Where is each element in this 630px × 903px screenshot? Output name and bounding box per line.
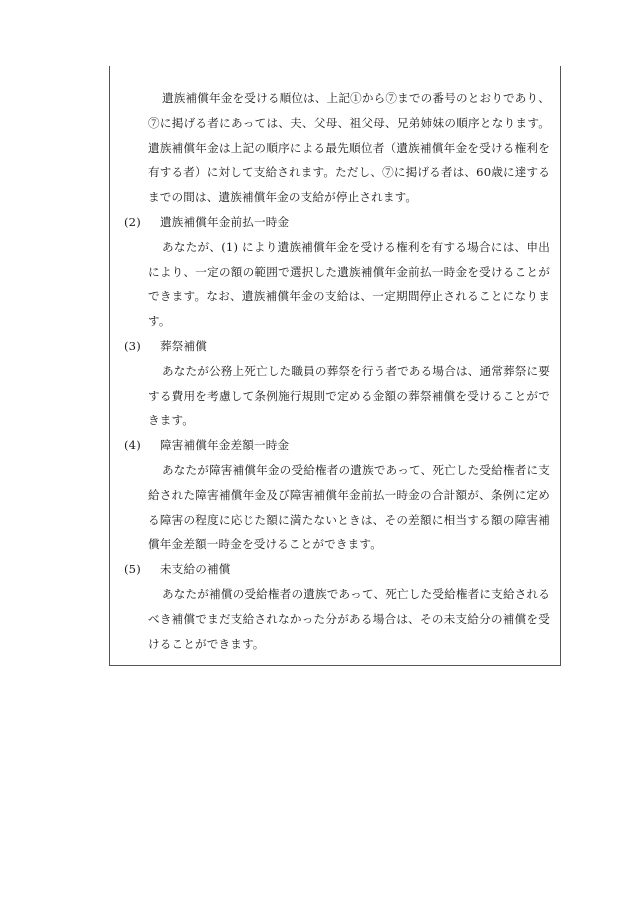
section-heading	[124, 433, 550, 458]
section-3	[124, 334, 550, 433]
section-number: (3)	[124, 338, 141, 353]
section-body: あなたが、(1) により遺族補償年金を受ける権利を有する場合には、申出により、一定の額の範囲で選択した遺族補償年金前払一時金を受けることができます。なお、遺族補償年金の支給は、一定期間停止されることになります。	[148, 239, 550, 329]
section-5	[124, 557, 550, 656]
document-content	[124, 86, 550, 656]
section-body: あなたが公務上死亡した職員の葬祭を行う者である場合は、通常葬祭に要する費用を考慮して条例施行規則で定める金額の葬祭補償を受けることができます。	[148, 363, 550, 428]
section-title: 未支給の補償	[160, 562, 231, 577]
section-body: あなたが補償の受給権者の遺族であって、死亡した受給権者に支給されるべき補償でまだ支給されなかった分がある場合は、その未支給分の補償を受けることができます。	[148, 586, 550, 651]
section-number: (5)	[124, 562, 141, 577]
intro-paragraph: 遺族補償年金を受ける順位は、上記①から⑦までの番号のとおりであり、⑦に掲げる者にあっては、夫、父母、祖父母、兄弟姉妹の順序となります。遺族補償年金は上記の順序による最先順位者（遺族補償年金を受ける権利を有する者）に対して支給されます。ただし、⑦に掲げる者は、60歳に達するまでの間は、遺族補償年金の支給が停止されます。	[148, 91, 550, 205]
section-number: (4)	[124, 438, 141, 453]
section-number: (2)	[124, 214, 141, 229]
section-body: あなたが障害補償年金の受給権者の遺族であって、死亡した受給権者に支給された障害補償年金及び障害補償年金前払一時金の合計額が、条例に定める障害の程度に応じた額に満たないときは、その差額に相当する額の障害補償年金差額一時金を受けることができます。	[148, 462, 550, 552]
section-title: 障害補償年金差額一時金	[160, 438, 290, 453]
section-4	[124, 433, 550, 557]
section-title: 遺族補償年金前払一時金	[160, 214, 290, 229]
section-2	[124, 210, 550, 334]
document-frame	[109, 66, 561, 666]
section-heading	[124, 557, 550, 582]
section-title: 葬祭補償	[160, 338, 207, 353]
section-heading	[124, 210, 550, 235]
section-heading	[124, 334, 550, 359]
